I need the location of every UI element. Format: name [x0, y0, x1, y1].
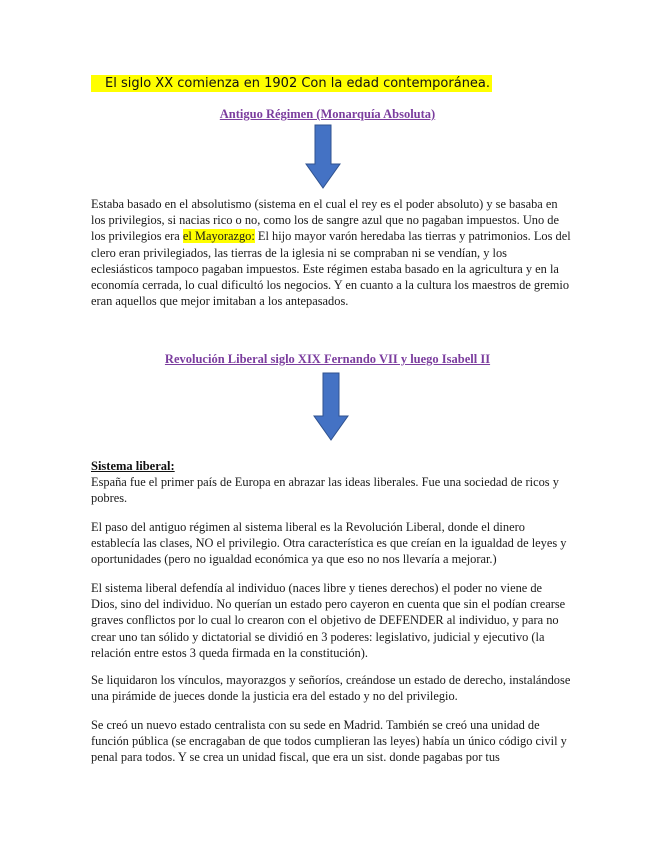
mayorazgo-highlight: el Mayorazgo:: [182, 229, 255, 244]
down-arrow-icon: [313, 372, 349, 442]
subheading-sistema-liberal: Sistema liberal:: [91, 459, 175, 473]
paragraph-sistema-1: España fue el primer país de Europa en abrazar las ideas liberales. Fue una sociedad de ricos y pobres.: [91, 475, 559, 506]
paragraph-sistema-3: El sistema liberal defendía al individuo (naces libre y tienes derechos) el poder no viene de Dios, sino del individuo. No querían un estado pero cayeron en cuenta que sin el podían crearse graves conflictos por lo cual lo crearon con el objetivo de DEFENDER al individuo, y para no crear uno tan sólido y dictatorial se dividió en 3 poderes: legislativo, judicial y ejecutivo (la relación entre estos 3 queda firmada en la constitución).: [91, 581, 566, 660]
paragraph-sistema-4: Se liquidaron los vínculos, mayorazgos y señoríos, creándose un estado de derecho, instalándose una pirámide de jueces donde la justicia era del estado y no del privilegio.: [91, 673, 571, 704]
intro-highlight: El siglo XX comienza en 1902 Con la edad contemporánea.: [91, 75, 492, 92]
intro-line: [91, 75, 492, 92]
paragraph-sistema-2: El paso del antiguo régimen al sistema liberal es la Revolución Liberal, donde el dinero establecía las clases, NO el privilegio. Otra característica es que creían en la igualdad de leyes y oportunidades (pero no igualdad económica ya que eso no nos llevaría a mejorar.): [91, 520, 567, 567]
down-arrow-icon: [305, 124, 341, 190]
paragraph-antiguo-regimen: [91, 196, 571, 309]
heading-antiguo-regimen: Antiguo Régimen (Monarquía Absoluta): [219, 107, 436, 121]
paragraph-sistema-5: Se creó un nuevo estado centralista con su sede en Madrid. También se creó una unidad de función pública (se encragaban de que todos cumplieran las leyes) había un único código civil y penal para todos. Y se crea un unidad fiscal, que era un sist. donde pagabas por tus: [91, 718, 567, 765]
paragraph1-before: Estaba basado en el absolutismo (sistema en el cual el rey es el poder absoluto) y se basaba en los privilegios, si nacias rico o no, como los de sangre azul que no pagaban impuestos. Uno de los privilegios era: [91, 197, 559, 244]
heading-revolucion-liberal: Revolución Liberal siglo XIX Fernando VII y luego Isabell II: [164, 352, 491, 366]
paragraph1-after: El hijo mayor varón heredaba las tierras y patrimonios. Los del clero eran privilegiados, las tierras de la iglesia ni se compraban ni se vendían, y los eclesiásticos tampoco pagaban impuestos. Este régimen estaba basado en la agricultura y en la economía cerrada, lo cual dificultó los negocios. Y en cuanto a la cultura los maestros de gremio eran aquellos que mejor imitaban a los antepasados.: [91, 229, 571, 309]
